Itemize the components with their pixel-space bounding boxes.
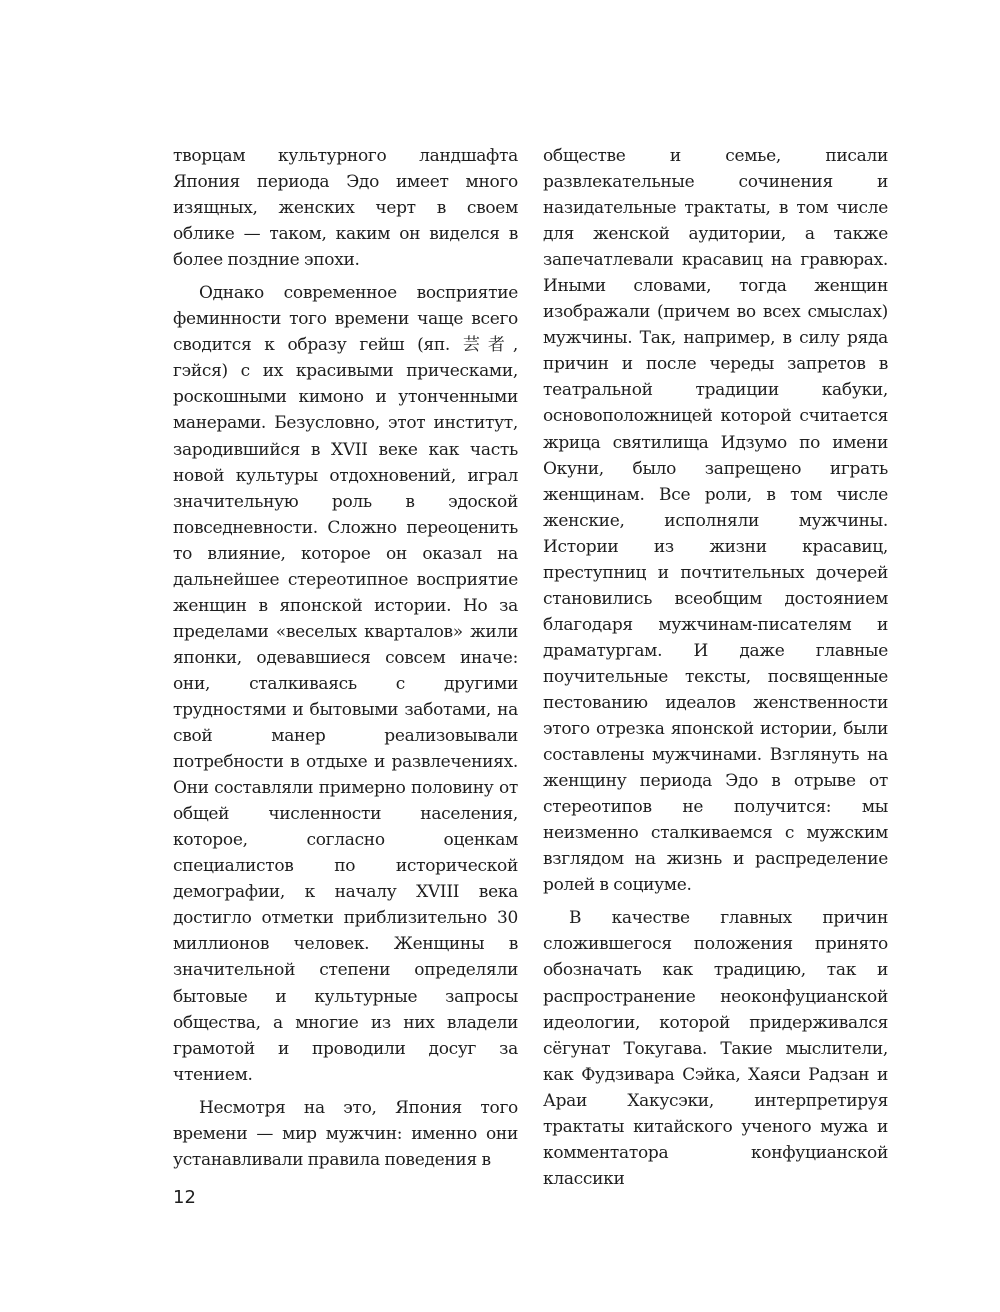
page-number: 12 — [173, 1187, 196, 1208]
right-column — [543, 143, 888, 1192]
right-paragraph-2: В качестве главных причин сложившегося положения принято обозначать как традицию, так и распространение неоконфуцианской идеологии, которой придерживался сёгунат Токугава. Такие мыслители, как Фудзивара Сэйка, Хаяси Радзан и Араи Хакусэки, интерпретируя трактаты китайского ученого мужа и комментатора конфуцианской классики — [543, 908, 888, 1189]
left-paragraph-2: Однако современное восприятие феминности того времени чаще всего сводится к образу гейш (яп. 芸者, гэйся) с их красивыми прическами, роскошными кимоно и утонченными манерами. Безусловно, этот институт, зародившийся в XVII веке как часть новой культуры отдохновений, играл значительную роль в эдоской повседневности. Сложно переоценить то влияние, которое он оказал на дальнейшее стереотипное восприятие женщин в японской истории. Но за пределами «веселых кварталов» жили японки, одевавшиеся совсем иначе: они, сталкиваясь с другими трудностями и бытовыми заботами, на свой манер реализовывали потребности в отдыхе и развлечениях. Они составляли примерно половину от общей численности населения, которое, согласно оценкам специалистов по исторической демографии, к началу XVIII века достигло отметки приблизительно 30 миллионов человек. Женщины в значительной степени определяли бытовые и культурные запросы общества, а многие из них владели грамотой и проводили досуг за чтением. — [173, 283, 518, 1085]
right-paragraph-1: обществе и семье, писали развлекательные сочинения и назидательные трактаты, в том числе для женской аудитории, а также запечатлевали красавиц на гравюрах. Иными словами, тогда женщин изображали (причем во всех смыслах) мужчины. Так, например, в силу ряда причин и после череды запретов в театральной традиции кабуки, основоположницей которой считается жрица святилища Идзумо по имени Окуни, было запрещено играть женщинам. Все роли, в том числе женские, исполняли мужчины. Истории из жизни красавиц, преступниц и почтительных дочерей становились всеобщим достоянием благодаря мужчинам-писателям и драматургам. И даже главные поучительные тексты, посвященные пестованию идеалов женственности этого отрезка японской истории, были составлены мужчинами. Взглянуть на женщину периода Эдо в отрыве от стереотипов не получится: мы неизменно сталкиваемся с мужским взглядом на жизнь и распределение ролей в социуме. — [543, 146, 888, 896]
left-paragraph-1: творцам культурного ландшафта Япония периода Эдо имеет много изящных, женских черт в своем облике — таком, каким он виделся в более поздние эпохи. — [173, 146, 518, 271]
left-column — [173, 143, 518, 1173]
left-paragraph-3: Несмотря на это, Япония того времени — мир мужчин: именно они устанавливали правила поведения в — [173, 1097, 518, 1170]
